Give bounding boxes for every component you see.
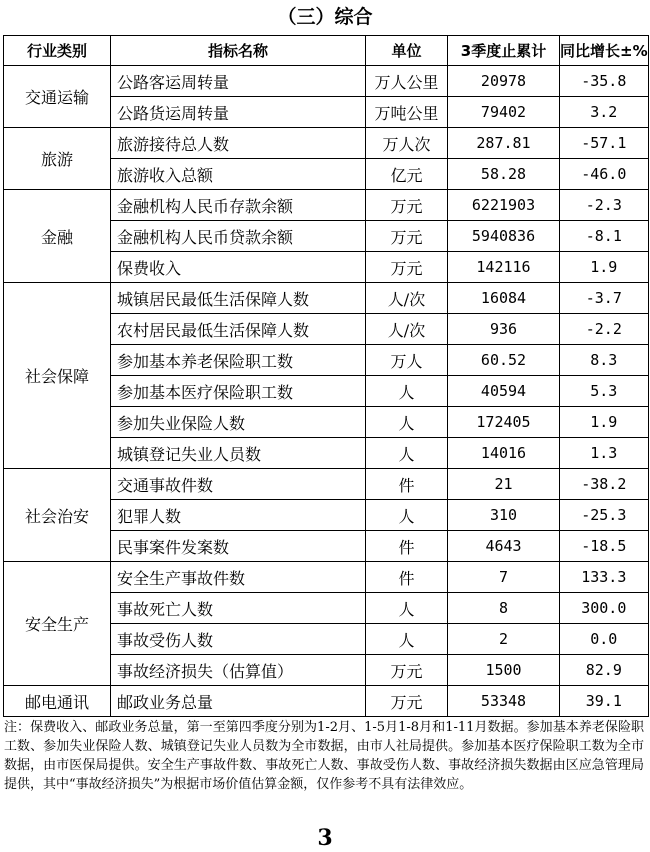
table-row — [4, 469, 649, 500]
category-cell: 金融 — [4, 190, 111, 283]
indicator-name-cell: 保费收入 — [111, 252, 366, 283]
page-number: 3 — [317, 825, 333, 851]
yoy-cell: 1.9 — [560, 252, 649, 283]
indicator-name-cell: 公路客运周转量 — [111, 66, 366, 97]
unit-cell: 人/次 — [366, 314, 448, 345]
table-row — [4, 190, 649, 221]
table-row — [4, 562, 649, 593]
yoy-cell: 133.3 — [560, 562, 649, 593]
indicator-name-cell: 农村居民最低生活保障人数 — [111, 314, 366, 345]
unit-cell: 万元 — [366, 252, 448, 283]
yoy-cell: 39.1 — [560, 686, 649, 717]
header-value: 3季度止累计 — [448, 36, 560, 66]
indicator-name-cell: 安全生产事故件数 — [111, 562, 366, 593]
unit-cell: 件 — [366, 562, 448, 593]
unit-cell: 人 — [366, 438, 448, 469]
value-cell: 16084 — [448, 283, 560, 314]
table-row — [4, 686, 649, 717]
yoy-cell: -18.5 — [560, 531, 649, 562]
table-row — [4, 128, 649, 159]
value-cell: 936 — [448, 314, 560, 345]
unit-cell: 万元 — [366, 655, 448, 686]
value-cell: 40594 — [448, 376, 560, 407]
indicator-name-cell: 民事案件发案数 — [111, 531, 366, 562]
value-cell: 53348 — [448, 686, 560, 717]
yoy-cell: 3.2 — [560, 97, 649, 128]
value-cell: 79402 — [448, 97, 560, 128]
header-category: 行业类别 — [4, 36, 111, 66]
unit-cell: 人 — [366, 376, 448, 407]
indicator-name-cell: 交通事故件数 — [111, 469, 366, 500]
yoy-cell: -2.3 — [560, 190, 649, 221]
value-cell: 21 — [448, 469, 560, 500]
value-cell: 20978 — [448, 66, 560, 97]
category-cell: 交通运输 — [4, 66, 111, 128]
value-cell: 58.28 — [448, 159, 560, 190]
yoy-cell: -25.3 — [560, 500, 649, 531]
yoy-cell: -2.2 — [560, 314, 649, 345]
unit-cell: 件 — [366, 531, 448, 562]
indicator-name-cell: 城镇居民最低生活保障人数 — [111, 283, 366, 314]
value-cell: 8 — [448, 593, 560, 624]
indicator-name-cell: 犯罪人数 — [111, 500, 366, 531]
yoy-cell: 82.9 — [560, 655, 649, 686]
unit-cell: 亿元 — [366, 159, 448, 190]
footnote: 注：保费收入、邮政业务总量，第一至第四季度分别为1-2月、1-5月1-8月和1-11月数据。参加基本养老保险职工数、参加失业保险人数、城镇登记失业人员数为全市数据，由市人社局提供。参加基本医疗保险职工数为全市数据，由市医保局提供。安全生产事故件数、事故死亡人数、事故受伤人数、事故经济损失数据由区应急管理局提供，其中“事故经济损失”为根据市场价值估算金额，仅作参考不具有法律效应。 — [4, 720, 644, 792]
yoy-cell: -46.0 — [560, 159, 649, 190]
table-header-row — [4, 36, 649, 66]
indicator-name-cell: 事故死亡人数 — [111, 593, 366, 624]
unit-cell: 件 — [366, 469, 448, 500]
yoy-cell: 1.9 — [560, 407, 649, 438]
header-unit: 单位 — [366, 36, 448, 66]
indicator-name-cell: 城镇登记失业人员数 — [111, 438, 366, 469]
section-title: （三）综合 — [277, 6, 373, 28]
yoy-cell: -35.8 — [560, 66, 649, 97]
unit-cell: 万人 — [366, 345, 448, 376]
unit-cell: 万人公里 — [366, 66, 448, 97]
yoy-cell: 1.3 — [560, 438, 649, 469]
statistics-table — [3, 35, 649, 717]
value-cell: 14016 — [448, 438, 560, 469]
category-cell: 安全生产 — [4, 562, 111, 686]
unit-cell: 万元 — [366, 686, 448, 717]
indicator-name-cell: 公路货运周转量 — [111, 97, 366, 128]
indicator-name-cell: 参加基本医疗保险职工数 — [111, 376, 366, 407]
yoy-cell: 300.0 — [560, 593, 649, 624]
indicator-name-cell: 参加基本养老保险职工数 — [111, 345, 366, 376]
value-cell: 310 — [448, 500, 560, 531]
unit-cell: 万元 — [366, 190, 448, 221]
unit-cell: 人 — [366, 593, 448, 624]
yoy-cell: -38.2 — [560, 469, 649, 500]
indicator-name-cell: 事故经济损失（估算值） — [111, 655, 366, 686]
unit-cell: 人 — [366, 500, 448, 531]
yoy-cell: -8.1 — [560, 221, 649, 252]
category-cell: 社会治安 — [4, 469, 111, 562]
indicator-name-cell: 邮政业务总量 — [111, 686, 366, 717]
value-cell: 1500 — [448, 655, 560, 686]
value-cell: 4643 — [448, 531, 560, 562]
category-cell: 旅游 — [4, 128, 111, 190]
value-cell: 287.81 — [448, 128, 560, 159]
unit-cell: 人 — [366, 624, 448, 655]
value-cell: 5940836 — [448, 221, 560, 252]
value-cell: 172405 — [448, 407, 560, 438]
yoy-cell: -57.1 — [560, 128, 649, 159]
indicator-name-cell: 金融机构人民币存款余额 — [111, 190, 366, 221]
indicator-name-cell: 旅游收入总额 — [111, 159, 366, 190]
table-body — [4, 66, 649, 717]
header-name: 指标名称 — [111, 36, 366, 66]
yoy-cell: -3.7 — [560, 283, 649, 314]
indicator-name-cell: 金融机构人民币贷款余额 — [111, 221, 366, 252]
value-cell: 7 — [448, 562, 560, 593]
unit-cell: 人 — [366, 407, 448, 438]
yoy-cell: 8.3 — [560, 345, 649, 376]
unit-cell: 万人次 — [366, 128, 448, 159]
unit-cell: 万吨公里 — [366, 97, 448, 128]
value-cell: 60.52 — [448, 345, 560, 376]
value-cell: 2 — [448, 624, 560, 655]
indicator-name-cell: 事故受伤人数 — [111, 624, 366, 655]
table-row — [4, 66, 649, 97]
indicator-name-cell: 旅游接待总人数 — [111, 128, 366, 159]
yoy-cell: 5.3 — [560, 376, 649, 407]
value-cell: 6221903 — [448, 190, 560, 221]
table-row — [4, 283, 649, 314]
unit-cell: 人/次 — [366, 283, 448, 314]
indicator-name-cell: 参加失业保险人数 — [111, 407, 366, 438]
category-cell: 邮电通讯 — [4, 686, 111, 717]
header-yoy: 同比增长±% — [560, 36, 649, 66]
value-cell: 142116 — [448, 252, 560, 283]
yoy-cell: 0.0 — [560, 624, 649, 655]
unit-cell: 万元 — [366, 221, 448, 252]
category-cell: 社会保障 — [4, 283, 111, 469]
